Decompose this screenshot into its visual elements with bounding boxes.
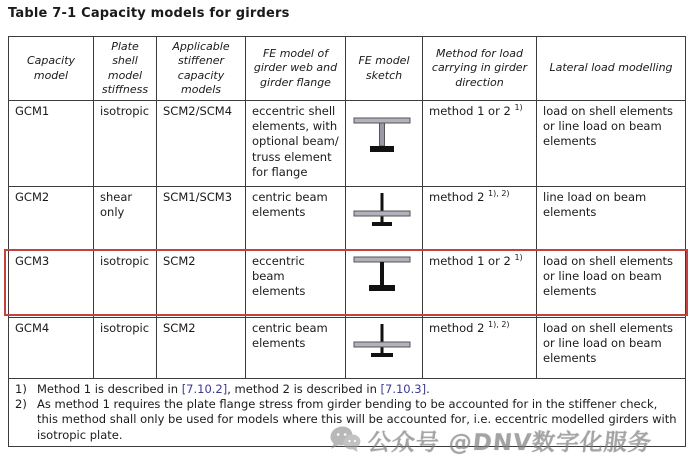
table-title: Table 7-1 Capacity models for girders — [8, 6, 290, 21]
cell-method — [423, 318, 537, 379]
method-footnote-ref: 1), 2) — [488, 189, 510, 199]
capacity-models-table — [8, 36, 686, 447]
footnote-text-part: , method 2 is described in — [227, 382, 381, 396]
cell-method — [423, 187, 537, 251]
cell-model: GCM2 — [9, 187, 94, 251]
cell-stiffener-models: SCM2 — [157, 318, 246, 379]
cross-reference-link[interactable]: [7.10.3] — [380, 382, 427, 396]
method-footnote-ref: 1), 2) — [488, 320, 510, 330]
cell-stiffener-models: SCM2 — [157, 251, 246, 318]
girder-section-centric-beam-icon — [352, 190, 412, 236]
cell-sketch — [346, 251, 423, 318]
cell-model: GCM1 — [9, 101, 94, 187]
cell-stiffness: isotropic — [94, 251, 157, 318]
cell-lateral-load: load on shell elements or line load on beam elements — [537, 101, 686, 187]
cell-fe-model: centric beam elements — [246, 318, 346, 379]
cell-fe-model: eccentric beam elements — [246, 251, 346, 318]
method-text: method 1 or 2 — [429, 254, 511, 268]
footnote-text-part: . — [426, 382, 430, 396]
method-text: method 2 — [429, 321, 485, 335]
watermark-text: 公众号 @DNV数字化服务 — [366, 430, 654, 456]
wechat-icon — [326, 425, 363, 457]
footnote-text-part: Method 1 is described in — [37, 382, 182, 396]
footnote-marker: 2) — [15, 397, 27, 412]
footnote-text — [37, 382, 679, 397]
girder-section-eccentric-beam-icon — [352, 254, 412, 300]
col-header-method-load-carrying: Method for load carrying in girder direction — [423, 37, 537, 101]
cell-lateral-load: load on shell elements or line load on beam elements — [537, 251, 686, 318]
cell-sketch — [346, 101, 423, 187]
cell-stiffness: isotropic — [94, 318, 157, 379]
girder-section-eccentric-shell-icon — [352, 115, 412, 161]
cell-model: GCM3 — [9, 251, 94, 318]
cell-method — [423, 251, 537, 318]
col-header-capacity-model: Capacity model — [9, 37, 94, 101]
col-header-lateral-load-modelling: Lateral load modelling — [537, 37, 686, 101]
watermark — [326, 424, 654, 457]
footnote-text: As method 1 requires the plate flange stress from girder bending to be accounted for in the stiffener check, this method shall only be used for models where this will be accounted for, i.e. eccentric modelled girders with isotropic plate. — [37, 397, 677, 442]
method-text: method 1 or 2 — [429, 104, 511, 118]
cell-stiffness: shear only — [94, 187, 157, 251]
method-footnote-ref: 1) — [514, 253, 523, 263]
cell-stiffener-models: SCM2/SCM4 — [157, 101, 246, 187]
cell-sketch — [346, 318, 423, 379]
cell-fe-model: centric beam elements — [246, 187, 346, 251]
cell-method — [423, 101, 537, 187]
table-row-gcm1 — [9, 101, 686, 187]
method-text: method 2 — [429, 190, 485, 204]
table-header-row — [9, 37, 686, 101]
footnote-1 — [15, 382, 679, 397]
method-footnote-ref: 1) — [514, 103, 523, 113]
cell-fe-model: eccentric shell elements, with optional beam/ truss element for flange — [246, 101, 346, 187]
cell-stiffener-models: SCM1/SCM3 — [157, 187, 246, 251]
cross-reference-link[interactable]: [7.10.2] — [181, 382, 228, 396]
table-row-gcm3 — [9, 251, 686, 318]
col-header-stiffener-capacity-models: Applicable stiffener capacity models — [157, 37, 246, 101]
footnote-marker: 1) — [15, 382, 27, 396]
col-header-plate-shell-stiffness: Plate shell model stiffness — [94, 37, 157, 101]
table-row-gcm2 — [9, 187, 686, 251]
cell-lateral-load: line load on beam elements — [537, 187, 686, 251]
cell-sketch — [346, 187, 423, 251]
cell-stiffness: isotropic — [94, 101, 157, 187]
cell-model: GCM4 — [9, 318, 94, 379]
col-header-fe-model: FE model of girder web and girder flange — [246, 37, 346, 101]
girder-section-centric-beam-icon — [352, 321, 412, 367]
table-row-gcm4 — [9, 318, 686, 379]
cell-lateral-load: load on shell elements or line load on beam elements — [537, 318, 686, 379]
col-header-fe-model-sketch: FE model sketch — [346, 37, 423, 101]
